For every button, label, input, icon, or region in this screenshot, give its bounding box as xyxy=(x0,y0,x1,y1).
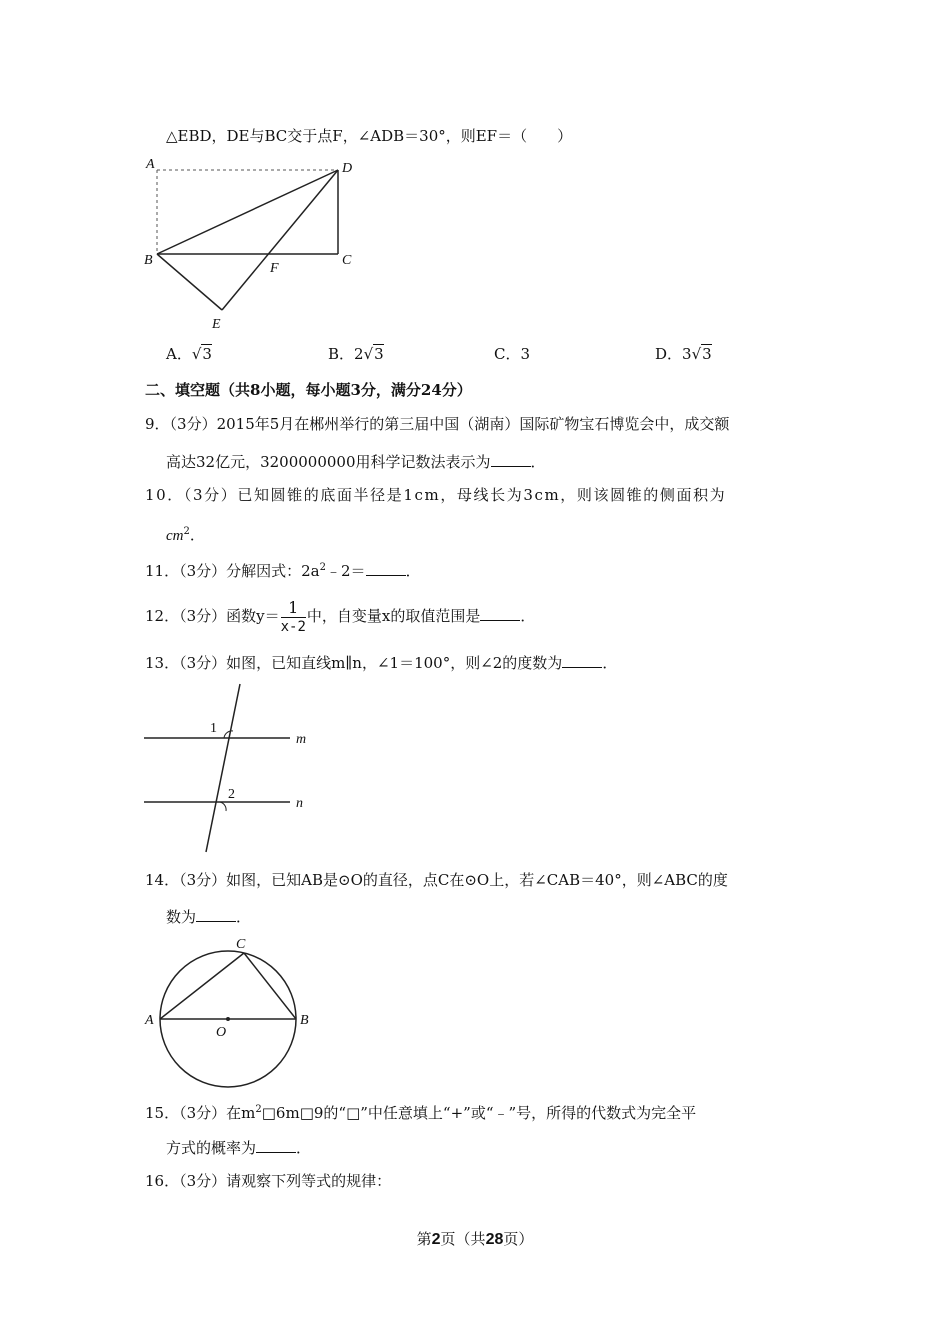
q8-option-b: B．2√3 xyxy=(328,345,384,363)
answer-blank xyxy=(480,605,520,621)
q10-line1: 10．（3分）已知圆锥的底面半径是1cm，母线长为3cm，则该圆锥的侧面积为 xyxy=(145,486,727,504)
label-F: F xyxy=(270,261,279,276)
q16: 16．（3分）请观察下列等式的规律： xyxy=(145,1172,392,1190)
q12: 12．（3分）函数y＝ $\frac{1}{x-2}$ 中，自变量x的取值范围是 ． xyxy=(145,597,536,635)
q8-intro: △EBD，DE与BC交于点F，∠ADB＝30°，则EF＝（ ） xyxy=(166,127,573,145)
section-title: 二、填空题（共8小题，每小题3分，满分24分） xyxy=(145,381,472,399)
q8-option-d: D．3√3 xyxy=(655,345,712,363)
q15-line1: 15．（3分）在$m^2□6m□9$的“□”中任意填上“+”或“﹣”号，所得的代数式为完全平 xyxy=(145,1104,697,1122)
page-footer: 第2页（共28页） xyxy=(416,1230,534,1248)
label-B: B xyxy=(144,253,153,268)
answer-blank xyxy=(562,652,602,668)
q11: 11．（3分）分解因式：$2a^2﹣2=$ ． xyxy=(145,562,421,580)
label-B: B xyxy=(300,1013,309,1028)
label-D: D xyxy=(342,161,353,176)
q14-figure xyxy=(140,932,330,1092)
fraction: $\frac{1}{x-2}$ xyxy=(280,597,306,635)
answer-blank xyxy=(491,451,531,467)
label-C: C xyxy=(342,253,352,268)
label-A: A xyxy=(145,1013,154,1028)
q13-figure xyxy=(140,680,330,860)
label-O: O xyxy=(216,1025,227,1040)
q8-option-c: C．3 xyxy=(494,345,531,363)
line-m-label: m xyxy=(296,732,307,747)
q14-line2: 数为 ． xyxy=(166,908,252,926)
q14-line1: 14．（3分）如图，已知AB是⊙O的直径，点C在⊙O上，若∠CAB＝40°，则∠ABC的度 xyxy=(145,871,728,889)
answer-blank xyxy=(256,1137,296,1153)
answer-blank xyxy=(196,906,236,922)
q8-option-a: A．√3 xyxy=(166,345,212,363)
answer-blank xyxy=(366,560,406,576)
q13: 13．（3分）如图，已知直线m∥n，∠1＝100°，则∠2的度数为 ． xyxy=(145,654,618,672)
label-C: C xyxy=(236,937,246,952)
q8-figure xyxy=(140,152,370,342)
q9-line2: 高达32亿元，3200000000用科学记数法表示为 ． xyxy=(166,453,546,471)
line-n-label: n xyxy=(296,796,303,811)
label-A: A xyxy=(146,157,155,172)
label-E: E xyxy=(212,317,221,332)
q9-line1: 9．（3分）2015年5月在郴州举行的第三届中国（湖南）国际矿物宝石博览会中，成交额 xyxy=(145,415,730,433)
angle-1-label: 1 xyxy=(210,721,217,736)
q15-line2: 方式的概率为 ． xyxy=(166,1139,312,1157)
q10-line2: $cm^2$． xyxy=(166,526,205,544)
angle-2-label: 2 xyxy=(228,787,235,802)
